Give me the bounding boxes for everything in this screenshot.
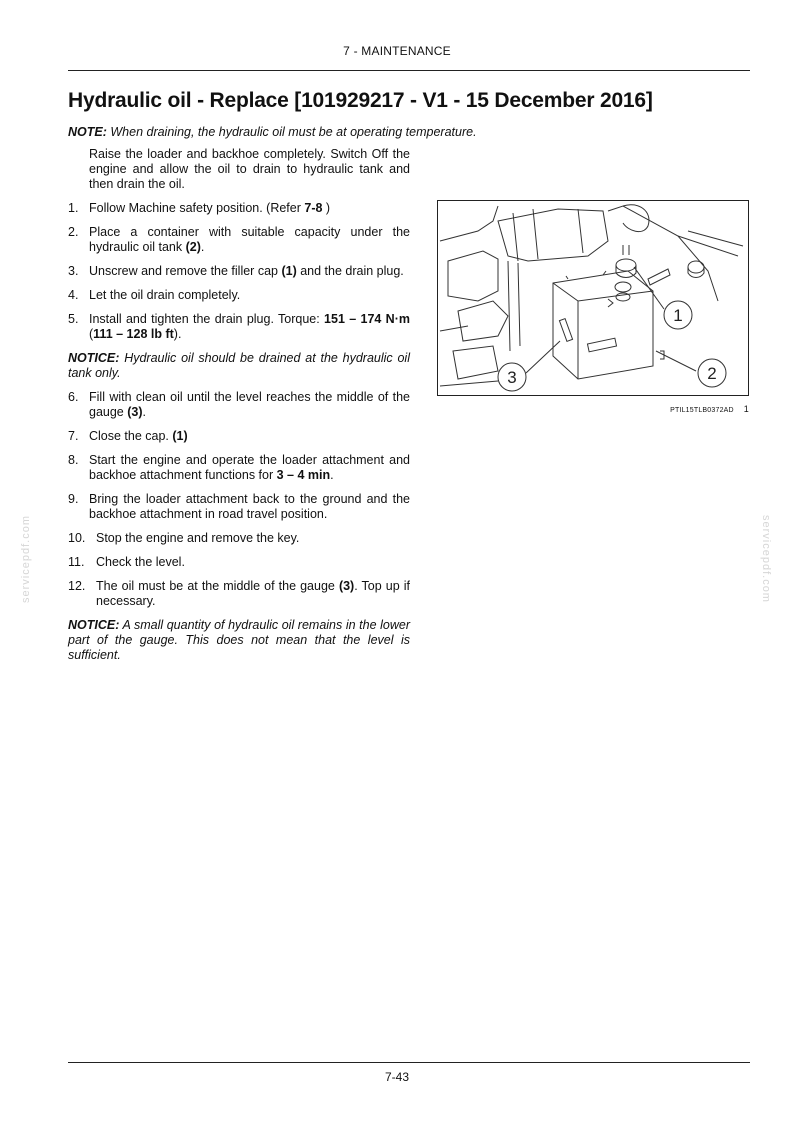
header-rule (68, 70, 750, 71)
page-title: Hydraulic oil - Replace [101929217 - V1 - 15 December 2016] (68, 89, 653, 112)
step-9 (68, 492, 410, 522)
step-text: Stop the engine and remove the key. (96, 531, 300, 545)
figure-code: PTIL15TLB0372AD (670, 407, 734, 414)
step-number: 9. (68, 492, 79, 506)
spare-cap (688, 267, 704, 278)
step-7 (68, 429, 410, 444)
notice-label: NOTICE: (68, 618, 120, 632)
tank-body (553, 271, 653, 379)
note-text: When draining, the hydraulic oil must be at operating temperature. (106, 125, 477, 139)
frame-line (458, 301, 508, 341)
notice-text: Hydraulic oil should be drained at the hydraulic oil tank only. (68, 351, 410, 380)
step-4 (68, 288, 410, 303)
figure-number: 1 (743, 404, 749, 414)
note-label: NOTE: (68, 125, 107, 139)
callout-label-2: 2 (707, 364, 717, 383)
frame-line (498, 209, 608, 261)
callout-label-1: 1 (673, 306, 683, 325)
cross-reference-link[interactable]: 7-8 (304, 201, 323, 215)
step-text: Fill with clean oil until the level reaches the middle of the gauge (3). (89, 390, 410, 419)
watermark-left: servicepdf.com (20, 515, 32, 603)
step-text: Follow Machine safety position. (Refer 7-8 ) (89, 201, 331, 215)
step-number: 2. (68, 225, 79, 239)
filler-cap (616, 259, 636, 271)
filler-neck (623, 245, 629, 255)
step-number: 8. (68, 453, 79, 467)
page-number: 7-43 (384, 1070, 410, 1084)
level-gauge (559, 319, 572, 342)
step-5 (68, 312, 410, 342)
filler-strainer (616, 293, 630, 301)
step-12 (68, 579, 410, 609)
filler-strainer (615, 282, 631, 292)
frame-line (453, 346, 498, 379)
step-1 (68, 201, 410, 216)
step-11 (68, 555, 410, 570)
note-operating-temperature (68, 125, 750, 140)
frame-line (508, 261, 520, 351)
frame-line (678, 231, 743, 256)
step-3 (68, 264, 410, 279)
step-text: Check the level. (96, 555, 185, 569)
watermark-right: servicepdf.com (760, 515, 772, 603)
running-header: 7 - MAINTENANCE (343, 44, 451, 58)
notice-label: NOTICE: (68, 351, 120, 365)
intro-paragraph: Raise the loader and backhoe completely. Switch Off the engine and allow the oil to drain to hydraulic tank and then drain the oil. (89, 147, 410, 191)
step-10 (68, 531, 410, 546)
step-2 (68, 225, 410, 255)
step-number: 4. (68, 288, 79, 302)
step-text: Close the cap. (1) (89, 429, 188, 443)
step-number: 12. (68, 579, 86, 593)
tank-line-drawing (438, 201, 748, 395)
cap-key (648, 269, 670, 285)
leader-line-2 (656, 351, 696, 371)
step-text: Start the engine and operate the loader attachment and backhoe attachment functions for 3 – 4 min. (89, 453, 410, 482)
step-number: 1. (68, 201, 79, 215)
step-text: Install and tighten the drain plug. Torque: 151 – 174 N·m (111 – 128 lb ft). (89, 312, 410, 341)
step-text: Bring the loader attachment back to the ground and the backhoe attachment in road travel position. (89, 492, 410, 521)
step-6 (68, 390, 410, 420)
notice-gauge-residue (68, 618, 410, 663)
frame-line (448, 251, 498, 301)
step-number: 7. (68, 429, 79, 443)
step-8 (68, 453, 410, 483)
step-number: 11. (68, 555, 85, 569)
procedure-column (68, 147, 410, 672)
notice-text: A small quantity of hydraulic oil remains in the lower part of the gauge. This does not mean that the level is sufficient. (68, 618, 410, 662)
step-text: Let the oil drain completely. (89, 288, 241, 302)
step-text: The oil must be at the middle of the gauge (3). Top up if necessary. (96, 579, 410, 608)
tank-edge (553, 283, 653, 379)
frame-line (513, 209, 583, 261)
step-number: 10. (68, 531, 86, 545)
spare-cap (688, 261, 704, 273)
step-number: 5. (68, 312, 79, 326)
notice-drain-location (68, 351, 410, 381)
step-number: 6. (68, 390, 79, 404)
footer-rule (68, 1062, 750, 1063)
frame-line (608, 206, 718, 301)
hydraulic-tank-illustration (437, 200, 749, 396)
step-text: Unscrew and remove the filler cap (1) and the drain plug. (89, 264, 404, 278)
callout-label-3: 3 (507, 368, 517, 387)
step-text: Place a container with suitable capacity under the hydraulic oil tank (2). (89, 225, 410, 254)
figure-caption (437, 404, 749, 414)
leader-line-3 (526, 341, 560, 373)
step-number: 3. (68, 264, 79, 278)
level-gauge (587, 338, 616, 352)
frame-line (440, 206, 498, 241)
filler-strainer (608, 299, 613, 307)
